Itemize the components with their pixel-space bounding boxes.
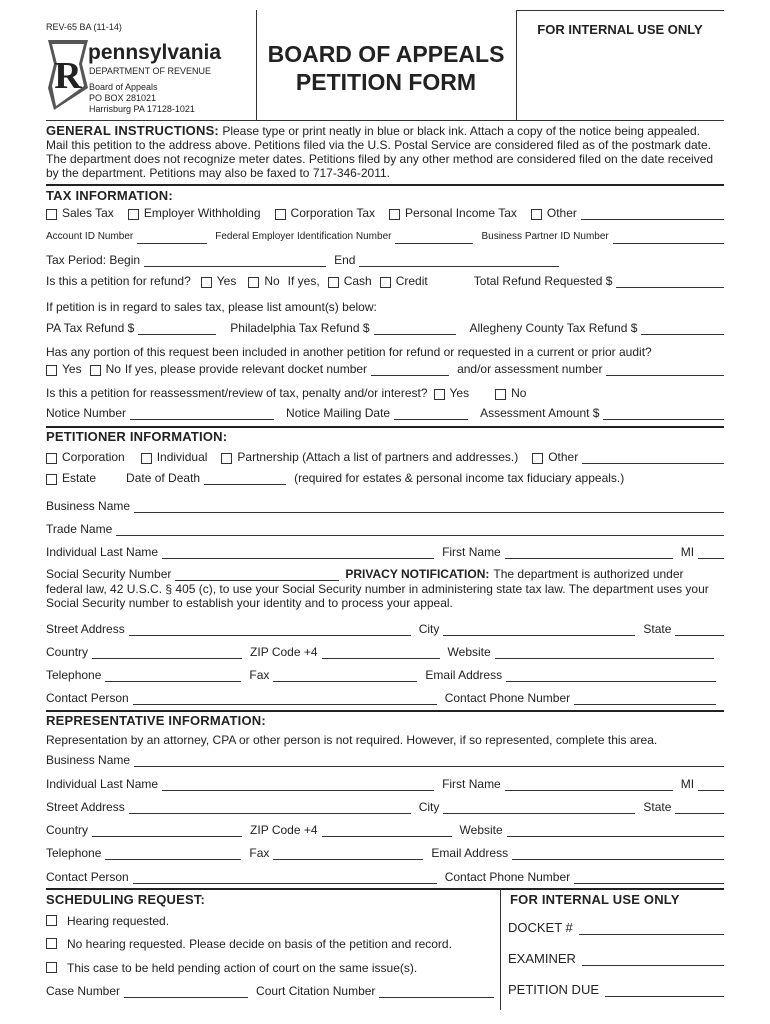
pa-refund-field[interactable] [138,323,216,335]
rep-contact-phone-field[interactable] [574,872,724,884]
reassessment-row [46,386,724,400]
refund-no-label: No [264,274,280,288]
internal-docket-field[interactable] [579,923,724,935]
ssn-row [46,567,724,581]
refund-yes-checkbox[interactable] [201,277,212,288]
bp-id-label: Business Partner ID Number [481,231,609,242]
estate-row [46,471,724,485]
no-hearing-label: No hearing requested. Please decide on basis of the petition and record. [67,937,452,951]
petitioner-telephone-label: Telephone [46,668,102,682]
total-refund-label: Total Refund Requested $ [473,274,613,288]
internal-petition-due-field[interactable] [605,985,724,997]
petitioner-street-field[interactable] [129,624,411,636]
petitioner-website-label: Website [447,645,491,659]
notice-number-label: Notice Number [46,406,127,420]
allegheny-refund-label: Allegheny County Tax Refund $ [469,321,638,335]
keystone-logo-icon [46,36,90,112]
notice-row [46,406,724,420]
petitioner-website-field[interactable] [495,647,714,659]
petitioner-country-label: Country [46,645,89,659]
hearing-row [46,914,169,928]
instructions-line-2: Mail this petition to the address above. Petitions filed via the U.S. Postal Service are considered filed as of the postmark date. [46,138,712,152]
petitioner-country-field[interactable] [92,647,242,659]
case-number-field[interactable] [124,986,248,998]
internal-petition-due-label: PETITION DUE [508,982,600,997]
logo-dept: DEPARTMENT OF REVENUE [89,66,212,76]
privacy-text-first: The department is authorized under [493,567,684,581]
petitioner-phone-row [46,668,724,682]
rep-city-label: City [418,800,440,814]
rep-mi-label: MI [680,777,695,791]
form-id: REV-65 BA (11-14) [46,22,122,32]
trade-name-field[interactable] [116,524,724,536]
rep-address-row [46,800,724,814]
employer-withholding-checkbox[interactable] [128,209,139,220]
rep-last-name-label: Individual Last Name [46,777,159,791]
assessment-number-field[interactable] [606,364,724,376]
rep-street-field[interactable] [129,802,411,814]
allegheny-refund-field[interactable] [641,323,724,335]
phila-refund-label: Philadelphia Tax Refund $ [230,321,370,335]
corporation-label: Corporation [62,450,125,464]
employer-withholding-label: Employer Withholding [143,206,261,220]
petitioner-contact-row [46,691,724,705]
docket-label: If yes, please provide relevant docket number [124,362,368,376]
petitioner-last-name-field[interactable] [162,547,434,559]
pending-row [46,961,417,975]
rep-business-label: Business Name [46,753,131,767]
refund-no-checkbox[interactable] [248,277,259,288]
petitioner-name-row [46,545,724,559]
petitioner-zip-field[interactable] [322,647,440,659]
petitioner-business-field[interactable] [134,501,724,513]
sales-tax-question: If petition is in regard to sales tax, please list amount(s) below: [46,300,377,314]
ssn-label: Social Security Number [46,567,172,581]
rep-website-field[interactable] [507,825,724,837]
internal-examiner-label: EXAMINER [508,951,576,966]
reassessment-no-checkbox[interactable] [495,389,506,400]
petitioner-address-row [46,622,724,636]
personal-income-tax-label: Personal Income Tax [405,206,517,220]
court-citation-label: Court Citation Number [256,984,376,998]
rep-contact-field[interactable] [133,872,437,884]
corporation-tax-checkbox[interactable] [275,209,286,220]
instructions-line-4: by the department. Petitions may also be faxed to 717-346-2011. [46,166,390,180]
rep-mi-field[interactable] [698,779,724,791]
docket-field[interactable] [371,364,449,376]
petitioner-business-row [46,499,724,513]
rep-email-label: Email Address [431,846,509,860]
total-refund-field[interactable] [616,276,724,288]
trade-name-label: Trade Name [46,522,113,536]
instructions-line-3: The department does not recognize meter dates. Petitions filed by any other method are considered filed on the date received [46,152,714,166]
if-yes-label: If yes, [287,274,320,288]
account-id-field[interactable] [137,232,207,244]
tax-section-rule [46,184,724,186]
bp-id-field[interactable] [613,232,724,244]
trade-name-row [46,522,724,536]
logo-brand: pennsylvania [88,41,222,64]
personal-income-tax-checkbox[interactable] [389,209,400,220]
instructions-text-first: Please type or print neatly in blue or black ink. Attach a copy of the notice being appealed. [222,124,700,138]
cash-label: Cash [343,274,372,288]
notice-date-field[interactable] [394,408,468,420]
petitioner-email-field[interactable] [506,670,716,682]
petition-due-row [508,982,724,997]
no-hearing-row [46,937,452,951]
petitioner-mi-label: MI [680,545,695,559]
assessment-amount-label: Assessment Amount $ [480,406,600,420]
scheduling-heading: SCHEDULING REQUEST: [46,892,206,907]
rep-street-label: Street Address [46,800,125,814]
corporation-checkbox[interactable] [46,453,57,464]
tax-heading: TAX INFORMATION: [46,188,173,203]
petitioner-mi-field[interactable] [698,547,724,559]
rep-country-field[interactable] [92,825,242,837]
rep-business-row [46,753,724,767]
petitioner-section-rule [46,426,724,428]
case-number-label: Case Number [46,984,121,998]
estate-note: (required for estates & personal income tax fiduciary appeals.) [294,471,625,485]
fein-label: Federal Employer Identification Number [215,231,392,242]
petitioner-other-field[interactable] [582,452,724,464]
petitioner-other-checkbox[interactable] [532,453,543,464]
petitioner-fax-label: Fax [249,668,270,682]
address-line-1: Board of Appeals [89,82,158,92]
rep-fax-field[interactable] [273,848,423,860]
tax-period-row [46,253,724,267]
examiner-row [508,951,724,966]
no-hearing-checkbox[interactable] [46,938,57,949]
reassessment-yes-checkbox[interactable] [434,389,445,400]
prior-no-label: No [105,362,121,376]
petitioner-city-field[interactable] [443,624,635,636]
rep-telephone-label: Telephone [46,846,102,860]
svg-text:R: R [54,55,82,97]
partnership-checkbox[interactable] [221,453,232,464]
case-row [46,984,494,998]
petitioner-contact-field[interactable] [133,693,437,705]
header-internal-use: FOR INTERNAL USE ONLY [537,22,703,37]
petitioner-contact-phone-field[interactable] [574,693,716,705]
address-line-3: Harrisburg PA 17128-1021 [89,104,195,114]
notice-number-field[interactable] [130,408,274,420]
prior-question: Has any portion of this request been included in another petition for refund or requested in a current or prior audit? [46,345,652,359]
rep-contact-row [46,870,724,884]
other-tax-field[interactable] [581,208,724,220]
rep-last-name-field[interactable] [162,779,434,791]
address-line-2: PO BOX 281021 [89,93,157,103]
refund-row [46,274,724,288]
title-line-1: BOARD OF APPEALS [267,41,505,67]
internal-docket-label: DOCKET # [508,920,573,935]
petitioner-street-label: Street Address [46,622,125,636]
scheduling-section-rule [46,888,724,890]
pending-label: This case to be held pending action of court on the same issue(s). [67,961,418,975]
rep-phone-row [46,846,724,860]
sales-tax-label: Sales Tax [62,206,114,220]
tax-types-row [46,206,724,220]
representative-section-rule [46,710,724,712]
partnership-label: Partnership (Attach a list of partners and addresses.) [237,450,519,464]
rep-zip-label: ZIP Code +4 [250,823,318,837]
hearing-checkbox[interactable] [46,915,57,926]
petitioner-state-label: State [643,622,672,636]
internal-box-top [516,10,724,11]
cash-checkbox[interactable] [328,277,339,288]
reassessment-yes-label: Yes [449,386,470,400]
estate-label: Estate [62,471,97,485]
reassessment-question: Is this a petition for reassessment/review of tax, penalty and/or interest? [46,386,428,400]
prior-yes-checkbox[interactable] [46,365,57,376]
other-tax-label: Other [546,206,577,220]
petitioner-zip-label: ZIP Code +4 [250,645,318,659]
rep-contact-label: Contact Person [46,870,129,884]
petitioner-email-label: Email Address [425,668,503,682]
petitioner-contact-label: Contact Person [46,691,129,705]
entity-type-row [46,450,724,464]
ssn-field[interactable] [175,569,339,581]
rep-country-label: Country [46,823,89,837]
petitioner-first-name-field[interactable] [505,547,673,559]
rep-telephone-field[interactable] [105,848,241,860]
rep-zip-field[interactable] [322,825,452,837]
prior-no-checkbox[interactable] [90,365,101,376]
corporation-tax-label: Corporation Tax [290,206,376,220]
rep-contact-phone-label: Contact Phone Number [444,870,571,884]
rep-state-label: State [643,800,672,814]
petitioner-first-name-label: First Name [442,545,501,559]
privacy-line-2: federal law, 42 U.S.C. § 405 (c), to use your Social Security number in administering state tax law. The department uses your [46,582,709,596]
internal-examiner-field[interactable] [582,954,724,966]
petitioner-business-label: Business Name [46,499,131,513]
instructions-line-1 [46,124,700,138]
header-rule [46,120,724,121]
credit-label: Credit [395,274,428,288]
petitioner-country-row [46,645,724,659]
assessment-number-label: and/or assessment number [457,362,603,376]
refund-yes-label: Yes [216,274,237,288]
other-tax-checkbox[interactable] [531,209,542,220]
rep-state-field[interactable] [675,802,724,814]
rep-business-field[interactable] [134,755,724,767]
hearing-label: Hearing requested. [67,914,170,928]
rep-first-name-field[interactable] [505,779,673,791]
period-begin-label: Tax Period: Begin [46,253,141,267]
petitioner-last-name-label: Individual Last Name [46,545,159,559]
petitioner-city-label: City [418,622,440,636]
account-id-label: Account ID Number [46,231,134,242]
individual-label: Individual [156,450,208,464]
scheduling-divider [500,888,501,1010]
refund-question: Is this a petition for refund? [46,274,191,288]
privacy-line-3: Social Security number to establish your identity and to process your appeal. [46,596,453,610]
rep-country-row [46,823,724,837]
petitioner-state-field[interactable] [675,624,724,636]
individual-checkbox[interactable] [141,453,152,464]
docket-internal-row [508,920,724,935]
notice-date-label: Notice Mailing Date [286,406,391,420]
rep-website-label: Website [459,823,503,837]
title-line-2: PETITION FORM [295,69,477,95]
rep-name-row [46,777,724,791]
petitioner-contact-phone-label: Contact Phone Number [444,691,571,705]
period-begin-field[interactable] [144,255,326,267]
docket-row [46,362,724,376]
assessment-amount-field[interactable] [603,408,724,420]
instructions-heading: GENERAL INSTRUCTIONS: [46,123,219,138]
phila-refund-field[interactable] [374,323,456,335]
date-of-death-label: Date of Death [126,471,201,485]
sales-tax-checkbox[interactable] [46,209,57,220]
reassessment-no-label: No [511,386,527,400]
rep-first-name-label: First Name [442,777,501,791]
internal-heading: FOR INTERNAL USE ONLY [510,892,680,907]
pending-checkbox[interactable] [46,962,57,973]
court-citation-field[interactable] [379,986,494,998]
representative-heading: REPRESENTATIVE INFORMATION: [46,713,266,728]
petitioner-fax-field[interactable] [273,670,417,682]
fein-field[interactable] [395,232,473,244]
representative-note: Representation by an attorney, CPA or other person is not required. However, if so represented, complete this area. [46,733,658,747]
rep-email-field[interactable] [512,848,724,860]
period-end-label: End [334,253,356,267]
estate-checkbox[interactable] [46,474,57,485]
petitioner-other-label: Other [548,450,579,464]
pa-refund-label: PA Tax Refund $ [46,321,135,335]
privacy-heading: PRIVACY NOTIFICATION: [345,567,490,581]
petitioner-heading: PETITIONER INFORMATION: [46,429,228,444]
tax-ids-row [46,230,724,244]
rep-city-field[interactable] [443,802,635,814]
date-of-death-field[interactable] [204,473,286,485]
local-refunds-row [46,321,724,335]
prior-yes-label: Yes [62,362,82,376]
petitioner-telephone-field[interactable] [105,670,241,682]
period-end-field[interactable] [359,255,559,267]
rep-fax-label: Fax [249,846,270,860]
credit-checkbox[interactable] [380,277,391,288]
